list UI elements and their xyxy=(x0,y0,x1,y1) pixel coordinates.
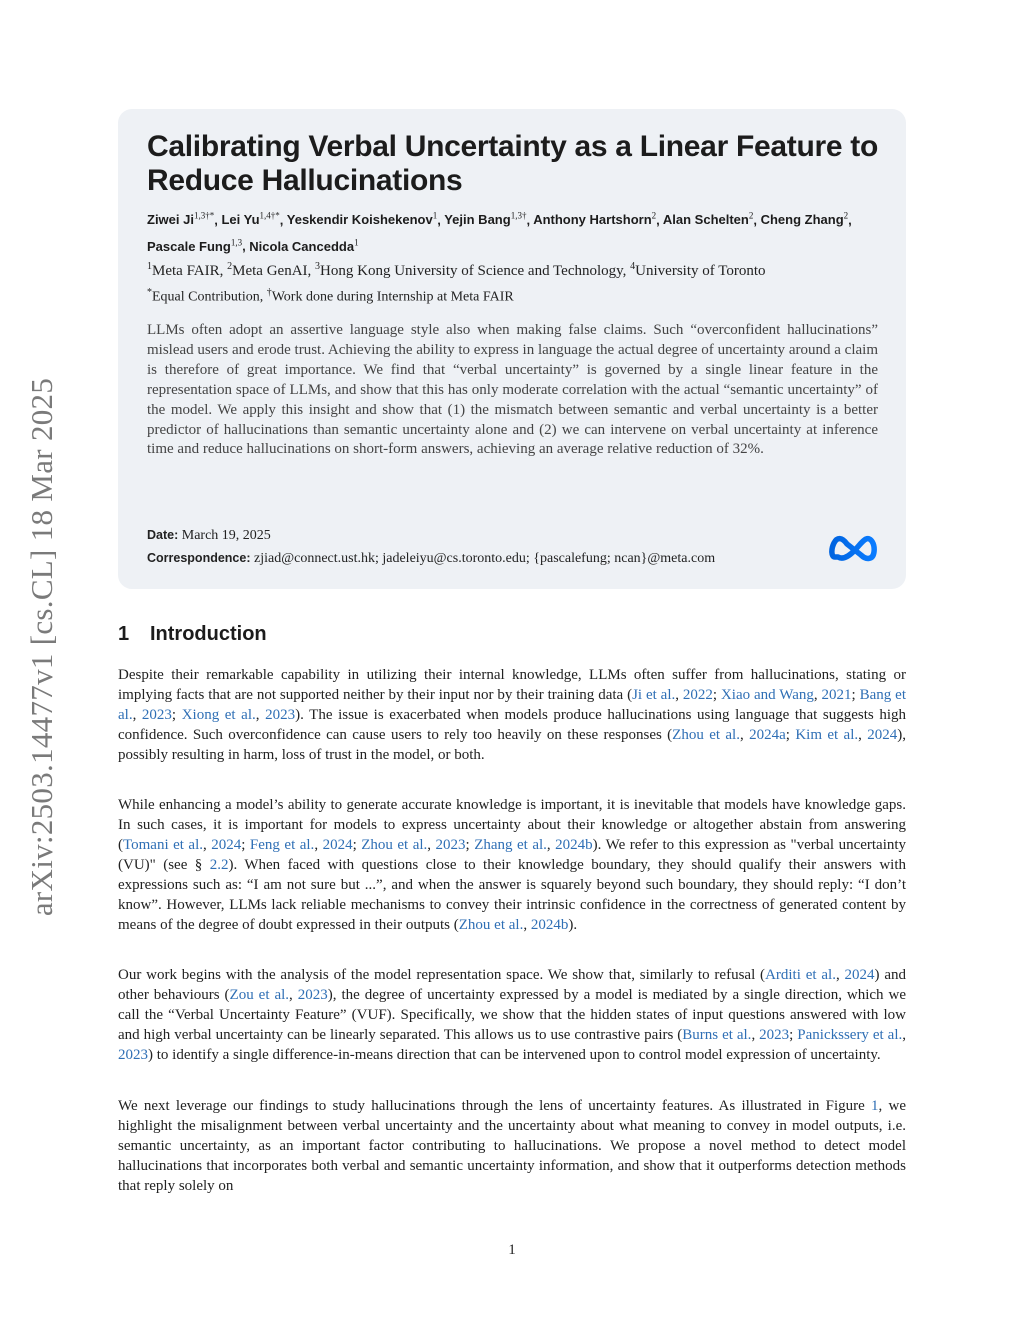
affiliations-block xyxy=(147,256,892,308)
paragraph-text: , xyxy=(203,837,212,853)
author-name: Ziwei Ji xyxy=(147,212,194,228)
citation-link[interactable]: Tomani et al. xyxy=(123,837,203,853)
paragraph-text: ). xyxy=(568,917,578,933)
author-superscript: 1,3 xyxy=(230,237,243,248)
author xyxy=(221,212,279,227)
intro-paragraph-4 xyxy=(118,1096,906,1196)
citation-link[interactable]: 2024b xyxy=(555,837,593,853)
author-name: Yejin Bang xyxy=(444,212,511,228)
meta-logo-icon xyxy=(829,533,879,563)
affiliation-name: Meta FAIR xyxy=(152,263,220,279)
paragraph-text: , xyxy=(902,1027,906,1043)
citation-link[interactable]: 2024 xyxy=(844,967,875,983)
author-superscript: 1 xyxy=(432,211,438,221)
paragraph-text: , xyxy=(751,1027,760,1043)
paragraph-text: , xyxy=(675,687,683,703)
paragraph-text: ; xyxy=(851,687,860,703)
citation-link[interactable]: 1 xyxy=(871,1098,879,1114)
note-marker: † xyxy=(266,287,272,298)
author-name: Cheng Zhang xyxy=(760,212,844,228)
paragraph-text: , xyxy=(835,967,845,983)
affiliation-marker: 4 xyxy=(630,261,636,272)
paragraph-text: ; xyxy=(712,687,721,703)
paragraph-text: , xyxy=(314,837,323,853)
author-name: Anthony Hartshorn xyxy=(533,212,652,228)
citation-link[interactable]: 2024 xyxy=(867,727,898,743)
paragraph-text: , xyxy=(546,837,556,853)
paper-title: Calibrating Verbal Uncertainty as a Linear Feature to Reduce Hallucinations xyxy=(147,130,878,197)
author xyxy=(533,212,656,227)
note-marker: * xyxy=(147,287,152,298)
paragraph-text: While enhancing a model’s ability to generate accurate knowledge is important, it is inevitable that models have knowledge gaps. In such cases, it is important for models to express uncertainty about their knowledge or altogether abstain from answering ( xyxy=(118,797,906,853)
citation-link[interactable]: Zhou et al. xyxy=(361,837,428,853)
affiliation-name: Meta GenAI xyxy=(232,263,308,279)
citation-link[interactable]: 2021 xyxy=(821,687,852,703)
author-name: Lei Yu xyxy=(221,212,260,228)
citation-link[interactable]: 2.2 xyxy=(209,857,229,873)
author xyxy=(249,239,358,254)
paragraph-text: ) and other behaviours ( xyxy=(118,967,907,1003)
citation-link[interactable]: 2023 xyxy=(265,707,296,723)
paragraph-text: , we highlight the misalignment between verbal uncertainty and the uncertainty about what meaning to convey in model outputs, i.e. semantic uncertainty, as an important factor contributing to hallucinations. We propose a novel method to detect model hallucinations that incorporates both verbal and semantic uncertainty information, and show that it outperforms detection methods that reply solely on xyxy=(118,1098,906,1194)
affiliation-line: $^1$Meta FAIR, $^2$Meta GenAI, $^3$Hong Kong University of Science and Technology, $^4$University of Toronto xyxy=(147,261,766,279)
author-name: Pascale Fung xyxy=(147,238,231,254)
author xyxy=(761,212,849,227)
author xyxy=(663,212,753,227)
paragraph-text: , xyxy=(427,837,436,853)
paragraph-text: ; xyxy=(789,1027,798,1043)
citation-link[interactable]: 2024 xyxy=(211,837,242,853)
paragraph-text: ; xyxy=(171,707,182,723)
paragraph-text: ). We refer to this expression as "verbal uncertainty (VU)" (see § xyxy=(118,837,907,873)
citation-link[interactable]: Zhou et al. xyxy=(458,917,524,933)
citation-link[interactable]: Zou et al. xyxy=(229,987,290,1003)
citation-link[interactable]: Feng et al. xyxy=(249,837,315,853)
paragraph-text: ; xyxy=(241,837,250,853)
citation-link[interactable]: Xiong et al. xyxy=(181,707,256,723)
author xyxy=(147,212,214,227)
author-superscript: 1 xyxy=(354,237,359,248)
arxiv-identifier: arXiv:2503.14477v1 [cs.CL] 18 Mar 2025 xyxy=(24,377,60,917)
paragraph-text: , xyxy=(523,917,531,933)
paragraph-text: Our work begins with the analysis of the model representation space. We show that, similarly to refusal ( xyxy=(118,967,766,983)
paragraph-text: ; xyxy=(785,727,796,743)
citation-link[interactable]: 2024b xyxy=(530,917,569,933)
paragraph-text: ). When faced with questions close to their knowledge boundary, they should qualify their answers with expressions such as: “I am not sure but ...”, and when the answer is squarely beyond such boundary, they should reply: “I don’t know”. However, LLMs lack reliable mechanisms to convey their intrinsic confidence in the correctness of generated content by means of the degree of doubt expressed in their outputs ( xyxy=(118,857,906,933)
author-name: Yeskendir Koishekenov xyxy=(286,212,433,228)
paragraph-text: , xyxy=(739,727,750,743)
citation-link[interactable]: Arditi et al. xyxy=(765,967,836,983)
date-line xyxy=(147,524,847,547)
affiliation-name: University of Toronto xyxy=(635,263,766,279)
affiliation-marker: 3 xyxy=(315,261,321,272)
citation-link[interactable]: 2024 xyxy=(322,837,353,853)
date-label: Date: xyxy=(147,528,179,542)
section-number: 1 xyxy=(118,623,130,645)
intro-paragraph-2 xyxy=(118,795,906,935)
note-text: Equal Contribution xyxy=(152,289,260,305)
contribution-notes: *Equal Contribution, †Work done during Internship at Meta FAIR xyxy=(147,287,514,305)
paragraph-text: ), the degree of uncertainty expressed by a model is mediated by a single direction, which we call the “Verbal Uncertainty Feature” (VUF). Specifically, we show that the hidden states of input questions answered with low and high verbal uncertainty can be linearly separated. This allows us to use contrastive pairs ( xyxy=(118,987,907,1043)
citation-link[interactable]: 2023 xyxy=(759,1027,790,1043)
citation-link[interactable]: 2023 xyxy=(297,987,328,1003)
citation-link[interactable]: 2022 xyxy=(682,687,713,703)
correspondence-emails: zjiad@connect.ust.hk; jadeleiyu@cs.toronto.edu; {pascalefung; ncan}@meta.com xyxy=(254,551,716,566)
author-name: Nicola Cancedda xyxy=(249,238,355,254)
citation-link[interactable]: 2023 xyxy=(118,1047,148,1063)
paragraph-text: ; xyxy=(465,837,475,853)
author-superscript: 2 xyxy=(843,211,849,221)
arxiv-sidebar xyxy=(10,352,74,942)
author-superscript: 1,4†* xyxy=(259,211,280,221)
author-superscript: 2 xyxy=(748,211,754,221)
affiliation-marker: 2 xyxy=(227,261,233,272)
citation-link[interactable]: Zhou et al. xyxy=(672,727,740,743)
citation-link[interactable]: Xiao and Wang xyxy=(720,687,814,703)
citation-link[interactable]: Zhang et al. xyxy=(474,837,547,853)
correspondence-label: Correspondence: xyxy=(147,551,251,565)
author-superscript: 1,3†* xyxy=(193,211,215,221)
paragraph-text: , xyxy=(255,707,266,723)
note-text: Work done during Internship at Meta FAIR xyxy=(271,289,514,305)
metadata-block xyxy=(147,524,847,570)
paragraph-text: Despite their remarkable capability in utilizing their internal knowledge, LLMs often suffer from hallucinations, stating or implying facts that are not supported neither by their input nor by their training data ( xyxy=(118,667,906,703)
paragraph-text: , xyxy=(813,687,822,703)
author xyxy=(287,212,437,227)
section-title: Introduction xyxy=(150,623,267,645)
author xyxy=(444,212,526,227)
correspondence-line xyxy=(147,547,847,570)
page-number: 1 xyxy=(508,1242,516,1258)
citation-link[interactable]: 2023 xyxy=(141,707,172,723)
author-list: Ziwei $Ji^{1,3\dagger*}$, Lei $Yu^{1,4\dagger*}$, Yeskendir Koishekenov$^1$, Yejin Bang$^{1,3\dagger}$, Anthony Hartshorn$^2$, Alan Schelten$^2$, Cheng Zhang$^2$, Pascale Fung$^{1,3}$, Nicola Cancedda$^1$ xyxy=(147,211,852,254)
citation-link[interactable]: Panickssery et al. xyxy=(797,1027,903,1043)
paragraph-text: We next leverage our findings to study hallucinations through the lens of uncertainty features. As illustrated in Figure xyxy=(118,1098,872,1114)
paragraph-text: ; xyxy=(352,837,362,853)
paragraph-text: , xyxy=(289,987,298,1003)
affiliation-name: Hong Kong University of Science and Technology xyxy=(320,263,623,279)
citation-link[interactable]: Ji et al. xyxy=(632,687,676,703)
paragraph-text: ). The issue is exacerbated when models produce hallucinations using language that suggests high confidence. Such overconfidence can cause users to rely too heavily on these responses ( xyxy=(118,707,907,743)
citation-link[interactable]: Bang et al. xyxy=(118,687,906,723)
citation-link[interactable]: 2024a xyxy=(749,727,786,743)
section-heading xyxy=(118,620,267,648)
author-superscript: 1,3† xyxy=(510,211,527,221)
abstract: LLMs often adopt an assertive language style also when making false claims. Such “overconfident hallucinations” mislead users and erode trust. Achieving the ability to express in language the actual degree of uncertainty around a claim is therefore of great importance. We find that “verbal uncertainty” is governed by a single linear feature in the representation space of LLMs, and show that this has only moderate correlation with the actual “semantic uncertainty” of the model. We apply this insight and show that (1) the mismatch between semantic and verbal uncertainty is a better predictor of hallucinations than semantic uncertainty alone and (2) we can intervene on verbal uncertainty at inference time and reduce hallucinations on short-form answers, achieving an average relative reduction of 32%. xyxy=(147,322,878,458)
paragraph-text: ) to identify a single difference-in-means direction that can be intervened upon to control model expression of uncertainty. xyxy=(148,1047,881,1063)
paragraph-text: ), possibly resulting in harm, loss of trust in the model, or both. xyxy=(118,727,907,763)
author-superscript: 2 xyxy=(651,211,657,221)
author xyxy=(147,239,242,254)
intro-paragraph-1 xyxy=(118,665,906,765)
paragraph-text: , xyxy=(858,727,868,743)
author-name: Alan Schelten xyxy=(662,212,749,228)
citation-link[interactable]: Burns et al. xyxy=(682,1027,752,1043)
intro-paragraph-3 xyxy=(118,965,906,1065)
citation-link[interactable]: Kim et al. xyxy=(795,727,859,743)
citation-link[interactable]: 2023 xyxy=(435,837,466,853)
date-value: March 19, 2025 xyxy=(181,528,271,543)
paragraph-text: , xyxy=(132,707,142,723)
affiliation-marker: 1 xyxy=(147,261,152,272)
